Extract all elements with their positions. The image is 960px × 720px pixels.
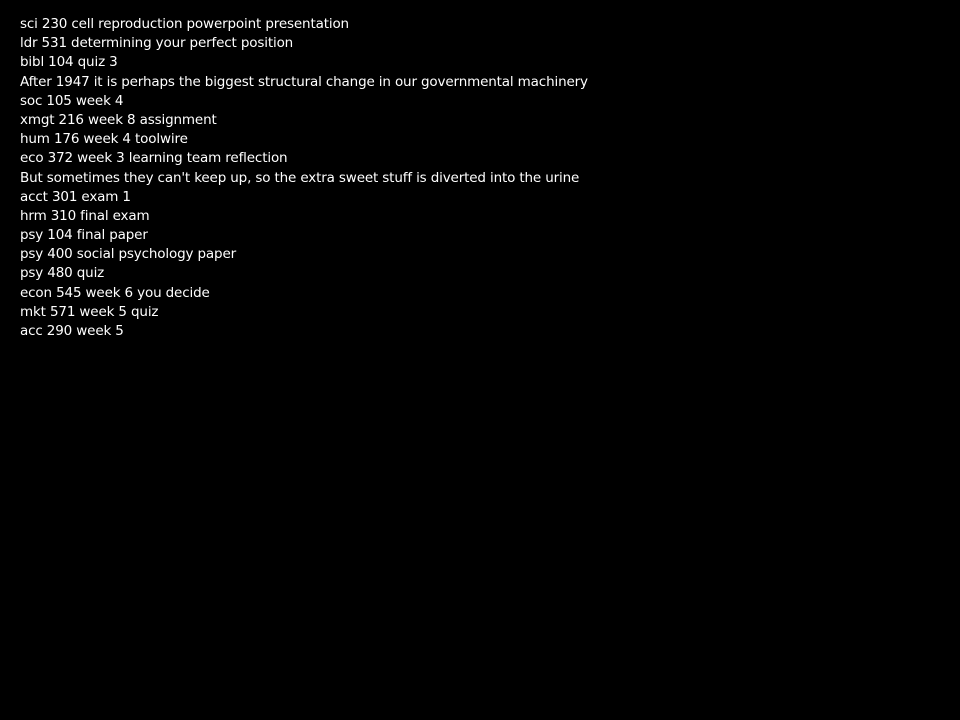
text-line: soc 105 week 4 — [20, 92, 124, 109]
text-line: psy 480 quiz — [20, 265, 105, 282]
text-line: mkt 571 week 5 quiz — [20, 303, 159, 320]
text-line: acct 301 exam 1 — [20, 188, 131, 205]
text-line: acc 290 week 5 — [20, 323, 124, 339]
text-line: xmgt 216 week 8 assignment — [20, 111, 217, 128]
text-line: econ 545 week 6 you decide — [20, 284, 210, 301]
text-line: psy 104 final paper — [20, 227, 148, 244]
text-line: bibl 104 quiz 3 — [20, 54, 118, 71]
text-line: ldr 531 determining your perfect position — [20, 35, 294, 52]
text-line: But sometimes they can't keep up, so the extra sweet stuff is diverted into the urine — [20, 169, 580, 186]
text-line: hrm 310 final exam — [20, 207, 150, 224]
text-lines-list — [20, 15, 960, 341]
text-line: hum 176 week 4 toolwire — [20, 131, 188, 148]
text-line: sci 230 cell reproduction powerpoint presentation — [20, 16, 349, 32]
text-line: After 1947 it is perhaps the biggest structural change in our governmental machinery — [20, 73, 588, 90]
text-line: eco 372 week 3 learning team reflection — [20, 150, 288, 167]
text-line: psy 400 social psychology paper — [20, 246, 237, 263]
